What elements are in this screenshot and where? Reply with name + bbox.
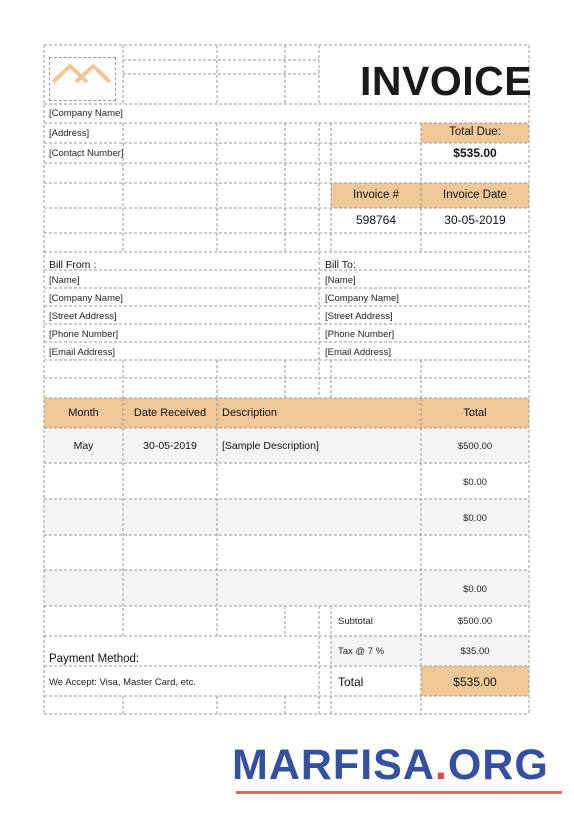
- bill-to-street: [Street Address]: [325, 311, 393, 322]
- row-1-total: $500.00: [457, 441, 493, 452]
- marfisa-watermark: [232, 741, 549, 789]
- bill-from-phone: [Phone Number]: [49, 329, 119, 340]
- roof-logo-icon: [50, 58, 117, 102]
- row-2-total: $0.00: [463, 477, 487, 488]
- row-1-month: May: [73, 440, 94, 452]
- col-header-description: Description: [222, 407, 278, 419]
- invoice-number-value: 598764: [355, 213, 397, 227]
- tax-value: $35.00: [460, 646, 490, 657]
- bill-from-name: [Name]: [49, 275, 80, 286]
- col-header-date-received: Date Received: [133, 407, 207, 419]
- company-contact: [Contact Number]: [49, 148, 124, 159]
- grand-total-value: $535.00: [453, 675, 497, 689]
- company-logo: [49, 57, 116, 101]
- bill-from-email: [Email Address]: [49, 347, 115, 358]
- watermark-main: MARFISA: [232, 741, 435, 789]
- total-due-label: Total Due:: [449, 126, 501, 138]
- invoice-title: INVOICE: [360, 58, 533, 104]
- bill-to-email: [Email Address]: [325, 347, 391, 358]
- payment-method-label: Payment Method:: [49, 653, 140, 665]
- bill-from-street: [Street Address]: [49, 311, 117, 322]
- col-header-month: Month: [68, 407, 99, 419]
- row-5-total: $0.00: [463, 584, 487, 595]
- watermark-tld: ORG: [447, 741, 549, 789]
- payment-accept-text: We Accept: Visa, Master Card, etc.: [49, 677, 196, 688]
- row-3-total: $0.00: [463, 513, 487, 524]
- subtotal-label: Subtotal: [338, 616, 373, 627]
- bill-from-label: Bill From :: [49, 259, 97, 271]
- bill-to-company: [Company Name]: [325, 293, 399, 304]
- grand-total-label: Total: [338, 675, 364, 689]
- bill-to-phone: [Phone Number]: [325, 329, 395, 340]
- invoice-date-value: 30-05-2019: [444, 213, 506, 227]
- bill-to-name: [Name]: [325, 275, 356, 286]
- col-header-total: Total: [463, 407, 487, 419]
- row-1-date: 30-05-2019: [143, 440, 197, 452]
- tax-label: Tax @ 7 %: [338, 646, 385, 657]
- invoice-number-label: Invoice #: [352, 189, 400, 201]
- company-name: [Company Name]: [49, 108, 123, 119]
- row-1-description: [Sample Description]: [222, 440, 319, 452]
- bill-from-company: [Company Name]: [49, 293, 123, 304]
- watermark-dot: .: [434, 741, 448, 789]
- company-address: [Address]: [49, 128, 90, 139]
- invoice-date-label: Invoice Date: [443, 189, 507, 201]
- bill-to-label: Bill To:: [325, 259, 356, 271]
- watermark-underline: [236, 791, 562, 794]
- total-due-value: $535.00: [453, 146, 497, 160]
- subtotal-value: $500.00: [457, 616, 493, 627]
